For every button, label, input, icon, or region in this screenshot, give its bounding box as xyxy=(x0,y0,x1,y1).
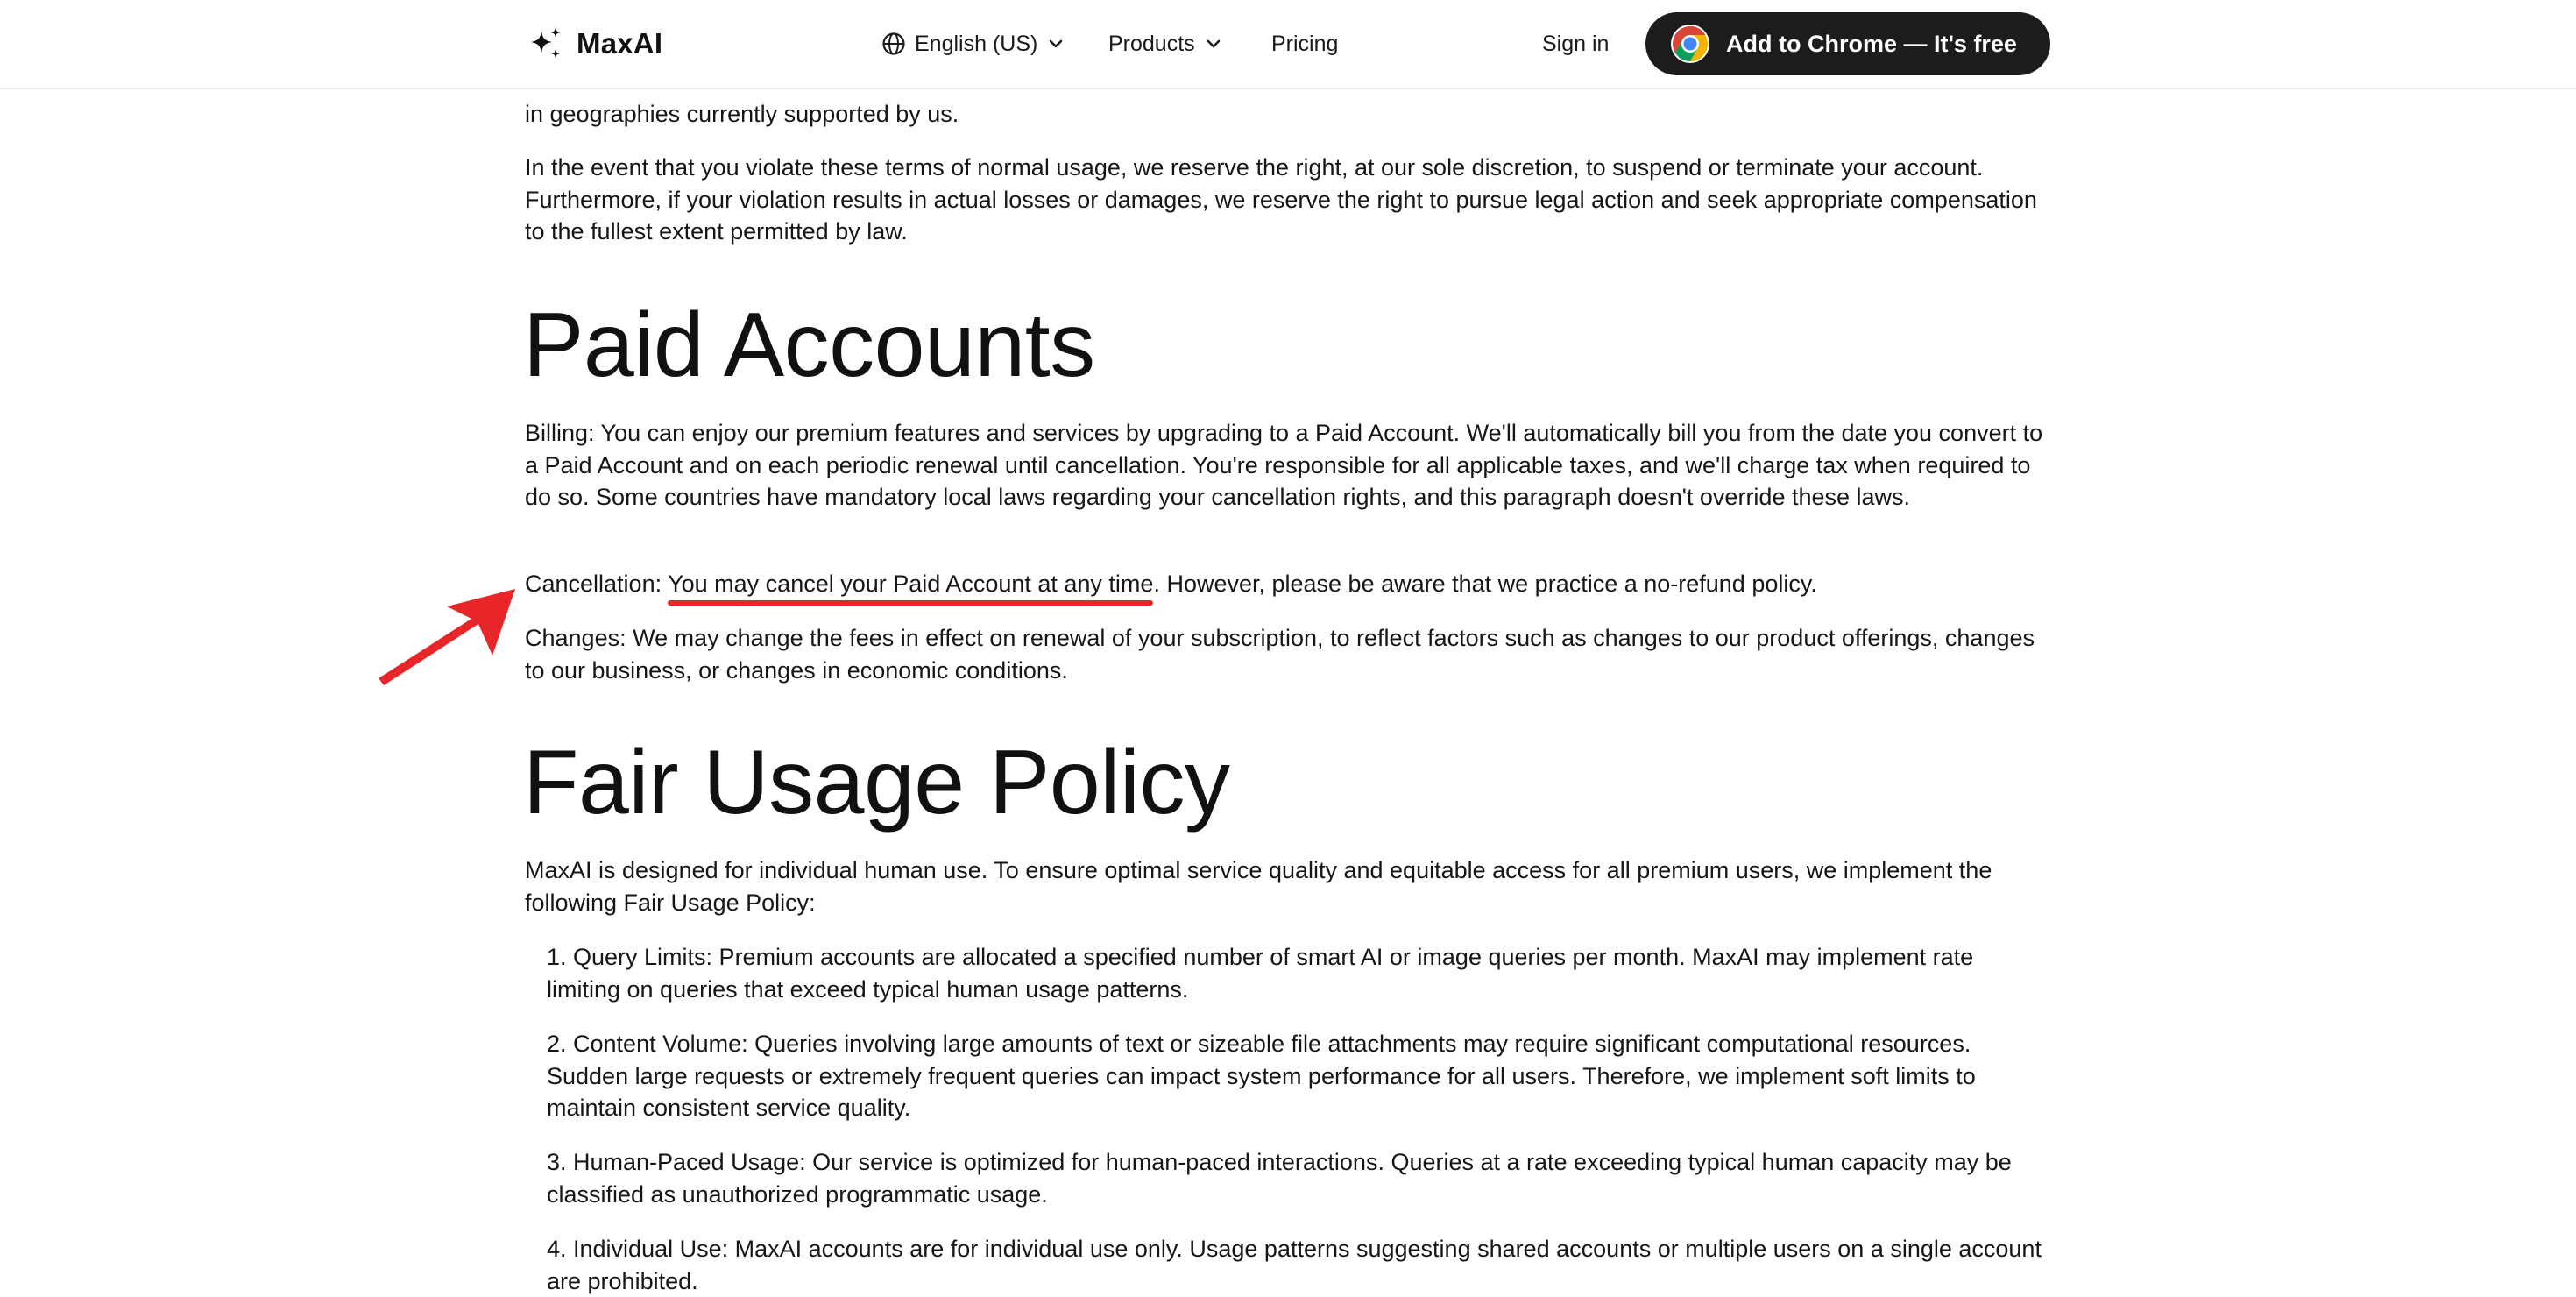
paid-accounts-heading: Paid Accounts xyxy=(523,294,1095,396)
chevron-down-icon xyxy=(1204,34,1223,53)
chrome-icon xyxy=(1670,24,1710,64)
fair-usage-heading: Fair Usage Policy xyxy=(523,732,1230,833)
sparkles-icon xyxy=(527,25,564,62)
add-to-chrome-label: Add to Chrome — It's free xyxy=(1726,30,2017,57)
products-label: Products xyxy=(1108,31,1195,56)
changes-paragraph: Changes: We may change the fees in effect on renewal of your subscription, to reflect factors such as changes to our product offerings, changes to our business, or changes in economic conditions. xyxy=(525,625,2035,684)
language-label: English (US) xyxy=(915,31,1038,56)
cancellation-rest: . However, please be aware that we practice a no-refund policy. xyxy=(1153,571,1817,597)
annotation-arrow-icon xyxy=(375,580,524,685)
sign-in-link[interactable] xyxy=(1542,23,1609,65)
brand-logo[interactable] xyxy=(527,23,662,65)
globe-icon xyxy=(881,32,906,56)
brand-name: MaxAI xyxy=(577,27,663,60)
add-to-chrome-button[interactable] xyxy=(1645,12,2050,75)
list-item: 1. Query Limits: Premium accounts are allocated a specified number of smart AI or image queries per month. MaxAI may implement rate limiting on queries that exceed typical human usage patterns. xyxy=(547,944,1974,1003)
violation-paragraph: In the event that you violate these terms of normal usage, we reserve the right, at our sole discretion, to suspend or terminate your account. Furthermore, if your violation results in actual losses or damages, we reserve the right to pursue legal action and seek appropriate compensation to the fullest extent permitted by law. xyxy=(525,154,2037,245)
pricing-link[interactable] xyxy=(1271,23,1338,65)
sign-in-label: Sign in xyxy=(1542,31,1610,56)
cancellation-highlight: You may cancel your Paid Account at any time xyxy=(668,571,1154,597)
language-selector[interactable] xyxy=(881,23,1065,65)
list-item: 4. Individual Use: MaxAI accounts are for individual use only. Usage patterns suggesting shared accounts or multiple users on a single account are prohibited. xyxy=(547,1236,2042,1294)
billing-paragraph: Billing: You can enjoy our premium features and services by upgrading to a Paid Account. We'll automatically bill you from the date you convert to a Paid Account and on each periodic renewal until cancellation. You're responsible for all applicable taxes, and we'll charge tax when required to do so. Some countries have mandatory local laws regarding your cancellation rights, and this paragraph doesn't override these laws. xyxy=(525,420,2043,510)
products-menu[interactable] xyxy=(1108,23,1223,65)
cancellation-paragraph xyxy=(525,568,2049,600)
cancellation-label: Cancellation: xyxy=(525,571,669,597)
partial-paragraph: in geographies currently supported by us. xyxy=(525,101,959,127)
top-navigation xyxy=(0,0,2576,89)
pricing-label: Pricing xyxy=(1271,31,1339,56)
chevron-down-icon xyxy=(1046,34,1065,53)
fair-usage-intro: MaxAI is designed for individual human use. To ensure optimal service quality and equitable access for all premium users, we implement the following Fair Usage Policy: xyxy=(525,857,1992,916)
list-item: 2. Content Volume: Queries involving large amounts of text or sizeable file attachments may require significant computational resources. Sudden large requests or extremely frequent queries can impact system performance for all users. Therefore, we implement soft limits to maintain consistent service quality. xyxy=(547,1031,1976,1121)
list-item: 3. Human-Paced Usage: Our service is optimized for human-paced interactions. Queries at a rate exceeding typical human capacity may be classified as unauthorized programmatic usage. xyxy=(547,1149,2012,1208)
